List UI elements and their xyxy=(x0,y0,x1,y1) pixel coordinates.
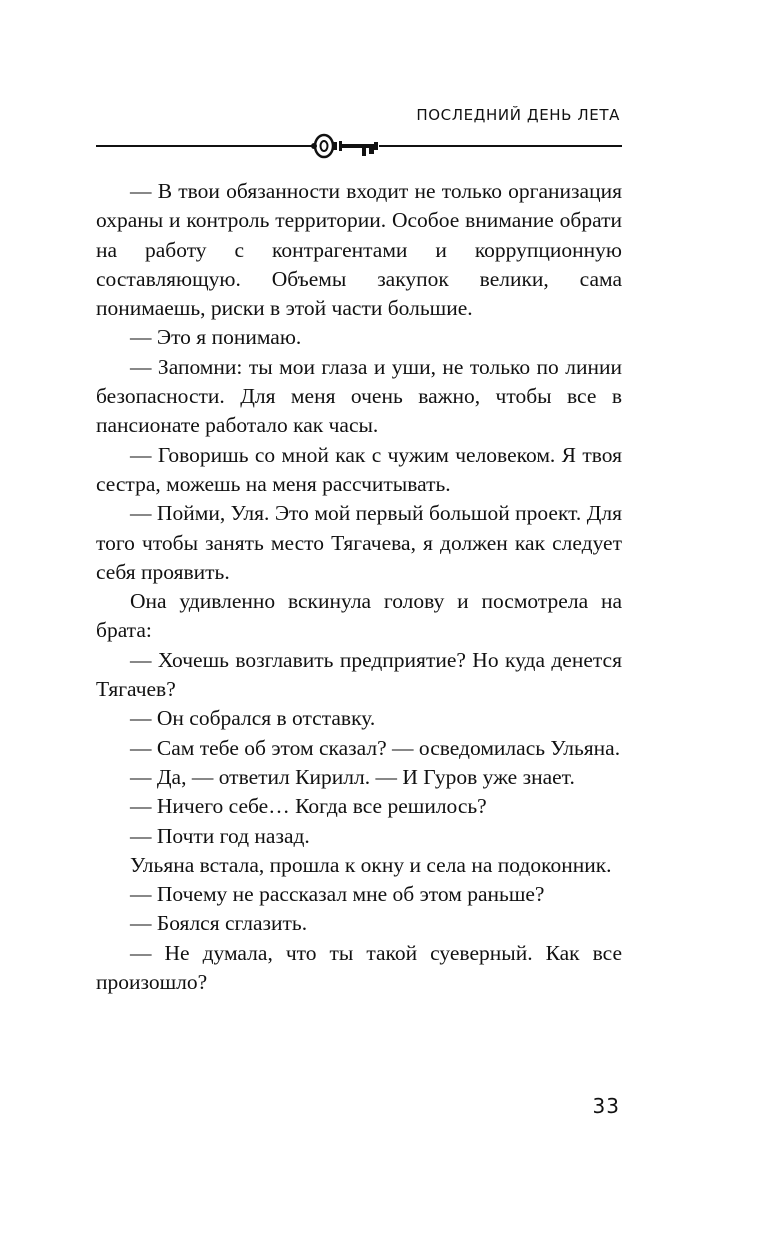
paragraph: — Хочешь возглавить предприятие? Но куда денется Тягачев? xyxy=(96,647,622,702)
paragraph: — Ничего себе… Когда все решилось? xyxy=(130,794,487,819)
paragraph: Ульяна встала, прошла к окну и села на подоконник. xyxy=(130,852,612,877)
paragraph: — Сам тебе об этом сказал? — осведомилась Ульяна. xyxy=(130,735,621,760)
paragraph: — Он собрался в отставку. xyxy=(130,706,376,731)
paragraph: — Запомни: ты мои глаза и уши, не только по линии безопасности. Для меня очень важно, чтобы все в пансионате работало как часы. xyxy=(96,354,622,438)
paragraph: — Да, — ответил Кирилл. — И Гуров уже знает. xyxy=(130,764,575,789)
paragraph: — Почти год назад. xyxy=(130,823,310,848)
paragraph: — Говоришь со мной как с чужим человеком. Я твоя сестра, можешь на меня рассчитывать. xyxy=(96,442,622,496)
key-icon xyxy=(311,135,378,157)
paragraph: — Это я понимаю. xyxy=(130,325,302,350)
paragraph: — В твои обязанности входит не только организация охраны и контроль территории. Особое внимание обрати на работу с контрагентами и коррупционную составляющую. Объемы закупок велики, сама понимаешь, риски в этой части большие. xyxy=(96,179,622,321)
page-number: 33 xyxy=(592,1094,620,1118)
paragraph: — Боялся сглазить. xyxy=(130,911,308,936)
paragraph: — Не думала, что ты такой суеверный. Как все произошло? xyxy=(96,940,622,995)
paragraph: Она удивленно вскинула голову и посмотрела на брата: xyxy=(96,589,622,643)
paragraph: — Пойми, Уля. Это мой первый большой проект. Для того чтобы занять место Тягачева, я должен как следует себя проявить. xyxy=(96,501,622,584)
body-text xyxy=(96,177,622,997)
paragraph: — Почему не рассказал мне об этом раньше? xyxy=(130,882,545,907)
running-head: ПОСЛЕДНИЙ ДЕНЬ ЛЕТА xyxy=(416,106,620,124)
key-ornament xyxy=(96,130,622,162)
